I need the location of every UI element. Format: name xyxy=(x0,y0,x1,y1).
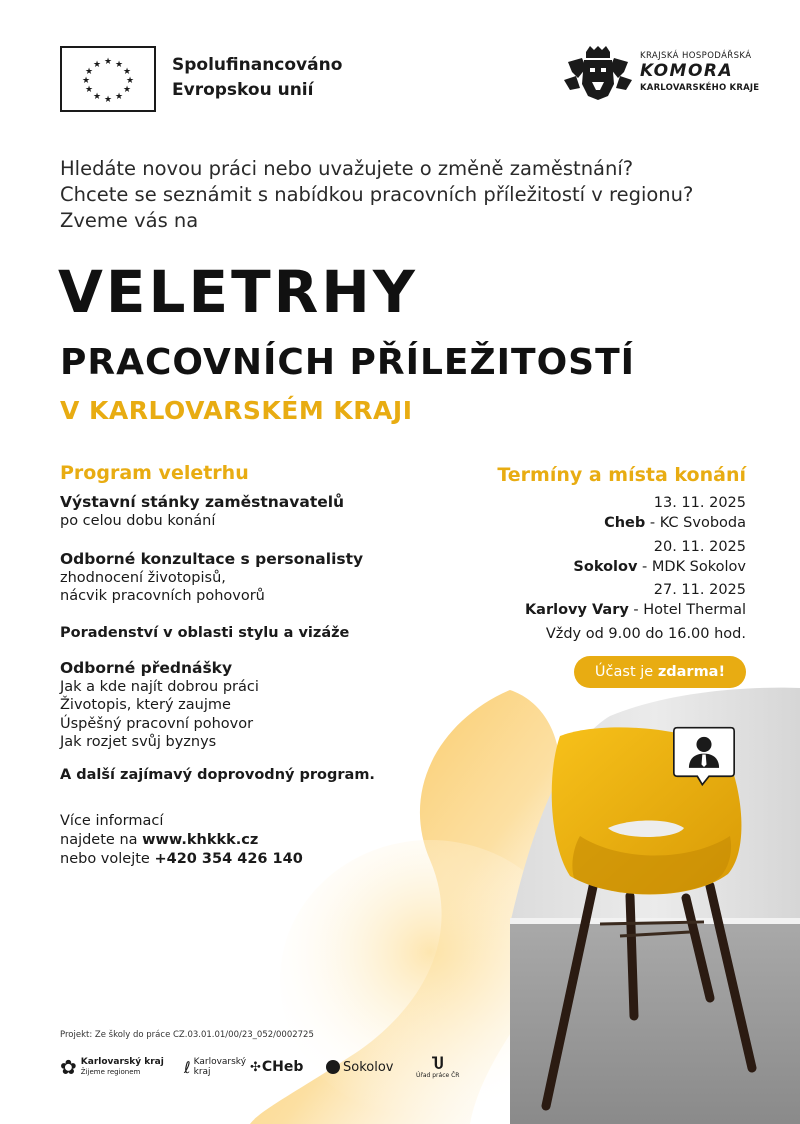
logo-sokolov xyxy=(326,1050,393,1084)
pen-icon: ℓ xyxy=(184,1057,191,1077)
program-item-stands xyxy=(60,493,400,530)
event-date: 13. 11. 2025 xyxy=(653,495,746,511)
intro-text xyxy=(60,156,693,234)
program-item-title: Poradenství v oblasti stylu a vizáže xyxy=(60,625,350,641)
title-main: VELETRHY xyxy=(58,258,418,326)
program-item-style xyxy=(60,624,400,643)
logo-cheb xyxy=(250,1050,303,1084)
project-code: Projekt: Ze školy do práce CZ.03.01.01/00/23_052/0002725 xyxy=(60,1030,314,1040)
cross-icon: ✣ xyxy=(250,1059,261,1075)
intro-line-1: Hledáte novou práci nebo uvažujete o změně zaměstnání? xyxy=(60,157,634,180)
program-item-text: po celou dobu konání xyxy=(60,512,216,529)
dates-heading: Termíny a místa konání xyxy=(497,464,746,486)
contact-line-1: Více informací xyxy=(60,813,164,829)
phone-number[interactable]: +420 354 426 140 xyxy=(154,851,303,867)
event-date: 27. 11. 2025 xyxy=(653,582,746,598)
svg-text:★: ★ xyxy=(103,57,113,67)
program-item-consultations xyxy=(60,550,400,606)
yellow-chair-image xyxy=(490,686,800,1124)
person-avatar-icon xyxy=(666,726,742,788)
contact-info xyxy=(60,812,303,869)
bird-icon xyxy=(326,1060,340,1074)
event-karlovy-vary xyxy=(525,581,746,620)
logo-urad-prace xyxy=(416,1050,459,1084)
program-item-text: zhodnocení životopisů, xyxy=(60,569,226,586)
free-entry-badge xyxy=(574,656,746,688)
event-sokolov xyxy=(573,538,746,577)
up-icon: Ⴎ xyxy=(431,1054,444,1073)
free-entry-text: Účast je xyxy=(594,664,658,680)
intro-line-2: Chcete se seznámit s nabídkou pracovních příležitostí v regionu? xyxy=(60,183,694,206)
event-city: Karlovy Vary xyxy=(524,601,629,618)
event-cheb xyxy=(604,494,746,533)
event-venue: - MDK Sokolov xyxy=(637,558,746,575)
logo-text: Žijeme regionem xyxy=(80,1068,141,1076)
program-item-text: nácvik pracovních pohovorů xyxy=(60,588,265,604)
svg-text:★: ★ xyxy=(84,85,94,95)
program-item-title: Výstavní stánky zaměstnavatelů xyxy=(60,493,345,511)
logo-text: Úřad práce ČR xyxy=(416,1071,460,1079)
partner-logos xyxy=(60,1050,480,1084)
program-item-lectures xyxy=(60,659,400,752)
komora-line-3: KARLOVARSKÉHO KRAJE xyxy=(640,83,760,93)
free-entry-bold: zdarma! xyxy=(657,664,726,680)
eu-line-1: Spolufinancováno xyxy=(172,55,343,75)
program-item-text: Životopis, který zaujme xyxy=(60,697,231,713)
website-link[interactable]: www.khkkk.cz xyxy=(142,832,259,848)
svg-text:★: ★ xyxy=(114,92,124,102)
logo-karlovarsky-kraj-region xyxy=(60,1050,164,1084)
svg-text:★: ★ xyxy=(92,92,102,102)
contact-text: nebo volejte xyxy=(60,851,155,867)
program-item-text: Úspěšný pracovní pohovor xyxy=(60,715,254,732)
program-item-text: Jak rozjet svůj byznys xyxy=(60,734,217,750)
svg-text:★: ★ xyxy=(114,60,124,70)
svg-text:★: ★ xyxy=(81,76,91,86)
eu-cofunding-text xyxy=(172,53,342,103)
logo-text: kraj xyxy=(193,1067,211,1077)
event-city: Sokolov xyxy=(573,558,638,575)
svg-text:★: ★ xyxy=(84,67,94,77)
svg-text:★: ★ xyxy=(122,85,132,95)
contact-line-2 xyxy=(60,831,303,850)
komora-line-1: KRAJSKÁ HOSPODÁŘSKÁ xyxy=(640,51,752,61)
intro-line-3: Zveme vás na xyxy=(60,209,199,232)
svg-text:★: ★ xyxy=(103,95,113,105)
eu-flag-icon xyxy=(60,46,156,112)
program-item-text: Jak a kde najít dobrou práci xyxy=(60,678,259,695)
opening-hours: Vždy od 9.00 do 16.00 hod. xyxy=(545,626,746,642)
svg-text:★: ★ xyxy=(122,67,132,77)
svg-text:★: ★ xyxy=(92,60,102,70)
event-venue: - KC Svoboda xyxy=(645,514,746,531)
program-heading: Program veletrhu xyxy=(60,462,249,484)
event-venue: - Hotel Thermal xyxy=(628,601,746,618)
program-item-title: Odborné přednášky xyxy=(60,659,233,677)
svg-text:★: ★ xyxy=(125,76,135,86)
program-item-more xyxy=(60,766,400,785)
eu-line-2: Evropskou unií xyxy=(172,80,314,100)
contact-line-3 xyxy=(60,850,303,869)
title-sub: PRACOVNÍCH PŘÍLEŽITOSTÍ xyxy=(60,342,636,383)
program-item-title: Odborné konzultace s personalisty xyxy=(60,550,364,568)
program-item-title: A další zajímavý doprovodný program. xyxy=(60,767,375,783)
logo-text: Sokolov xyxy=(343,1059,394,1075)
event-date: 20. 11. 2025 xyxy=(653,539,746,555)
contact-text: najdete na xyxy=(60,832,143,848)
event-city: Cheb xyxy=(604,514,646,531)
title-region: V KARLOVARSKÉM KRAJI xyxy=(60,396,413,425)
logo-text: Karlovarský xyxy=(193,1057,247,1067)
komora-line-2: KOMORA xyxy=(640,61,734,81)
logo-text: CHeb xyxy=(261,1059,304,1075)
flower-icon: ✿ xyxy=(60,1055,77,1079)
logo-karlovarsky-kraj xyxy=(184,1050,246,1084)
logo-text: Karlovarský kraj xyxy=(80,1057,164,1067)
